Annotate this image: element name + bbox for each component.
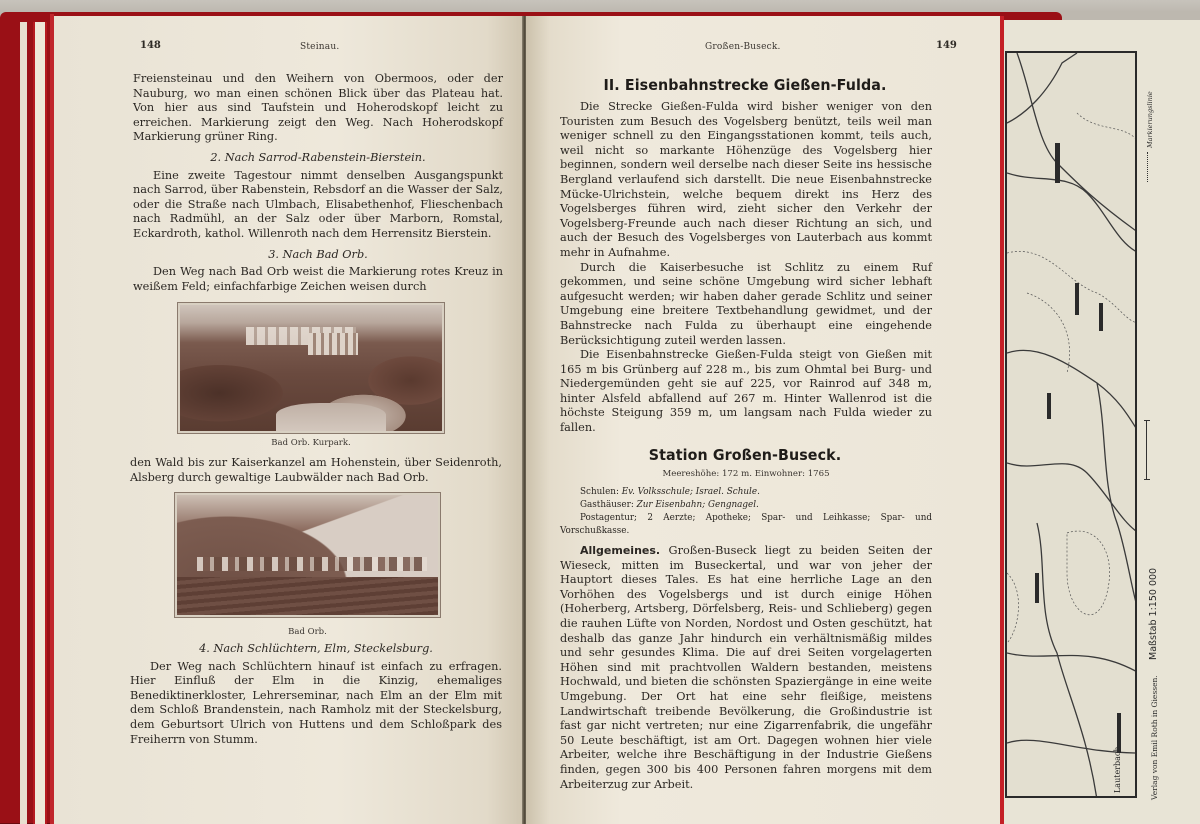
- route-2-heading: 2. Nach Sarrod-Rabenstein-Bierstein.: [210, 150, 426, 164]
- right-text-block-1: [560, 100, 932, 436]
- map-contour: [1077, 113, 1137, 143]
- left-text-block-3: [130, 642, 502, 747]
- inns-line: [560, 499, 932, 512]
- route-2-text: Eine zweite Tagestour nimmt denselben Ausgangspunkt nach Sarrod, über Rabenstein, Rebsdorf an die Wasser der Salz, oder die Straße nach Ulmbach, Elisabethenhof, Flieschenbach nach Radmühl, an der Salz oder über Marborn, Romstal, Eckardroth, kathol. Willenroth nach dem Herrensitz Bierstein.: [133, 168, 503, 240]
- map-road: [1007, 350, 1137, 433]
- section-paragraph-3: Die Eisenbahnstrecke Gießen-Fulda steigt von Gießen mit 165 m bis Grünberg auf 228 m., bis zum Ohmtal bei Burg- und Niedergemünden geht sie auf 225, vor Rainrod auf 348 m, hinter Alsfeld abfallend auf 267 m. Hinter Wallenrod ist die höchste Steigung 359 m, um langsam nach Fulda wieder zu fallen.: [560, 348, 932, 435]
- section-paragraph-1: Die Strecke Gießen-Fulda wird bisher weniger von den Touristen zum Besuch des Vogelsberg benützt, teils weil man weniger schnell zu den Eingangsstationen kommt, teils auch, weil nicht so markante Höhenzüge des Vogelsberg hier beginnen, sondern weil derselbe nach dieser Seite ins hessische Bergland verlaufend sich darstellt. Die neue Eisenbahnstrecke Mücke-Ulrichstein, welche bequem direkt ins Herz des Vogelsberges führen wird, zieht sicher den Verkehr der Vogelsberg-Freunde auch nach dieser Richtung an sich, und auch der Besuch des Vogelsberges von Lauterbach aus kommt mehr in Aufnahme.: [560, 100, 932, 259]
- right-text-block-2: [560, 544, 932, 792]
- map-contour: [1067, 531, 1110, 615]
- post-value: 2 Aerzte; Apotheke; Spar- und Leihkasse; Spar- und Vorschußkasse.: [560, 513, 932, 536]
- station-title: Station Großen-Buseck.: [648, 446, 842, 464]
- map-legend-line: [1147, 152, 1148, 182]
- photo-building: [308, 333, 358, 355]
- map-town: [1055, 143, 1060, 183]
- map-road: [1007, 173, 1137, 253]
- section-paragraph-2: Durch die Kaiserbesuche ist Schlitz zu einem Ruf gekommen, und seine schöne Umgebung wird sicher lebhaft aufgesucht werden; wir haben daher gerade Schlitz und seiner Umgebung eine breitere Textbehandlung gewidmet, und der Bahnstrecke nach Fulda zu überhaupt eine eingehende Berücksichtigung zuteil werden lassen.: [560, 260, 932, 347]
- photo-pond: [276, 403, 386, 433]
- right-running-head: Großen-Buseck.: [705, 42, 781, 52]
- station-meta: Meereshöhe: 172 m. Einwohner: 1765: [662, 469, 830, 479]
- map-road: [1007, 53, 1077, 123]
- general-text: Großen-Buseck liegt zu beiden Seiten der Wieseck, mitten im Buseckertal, und war von jeher der Hauptort dieses Tales. Es hat eine herrliche Lage an den Vorhöhen des Vogelsbergs und ist durch einige Höhen (Hoherberg, Artsberg, Dörfelsberg, Reis- und Schlieberg) gegen die rauhen Lüfte von Norden, Nordost und Osten geschützt, hat deshalb das ganze Jahr hindurch ein verhältnismäßig mildes und sehr gesundes Klima. Die auf drei Seiten vorgelagerten Höhen sind mit prachtvollen Waldern bestanden, meistens Hochwald, und bieten die schönsten Spaziergänge in eine weite Umgebung. Der Ort hat eine sehr fleißige, meistens Landwirtschaft treibende Bevölkerung, die Großindustrie ist fast gar nicht vertreten; nur eine Zigarrenfabrik, die ungefähr 50 Leute beschäftigt, ist am Ort. Dagegen wohnen hier viele Arbeiter, welche ihre Beschäftigung in der Industrie Gießens finden, gegen 300 bis 400 Personen fahren morgens mit dem Arbeiterzug zur Arbeit.: [560, 544, 932, 791]
- route-3-text-continued: den Wald bis zur Kaiserkanzel am Hohenstein, über Seidenroth, Alsberg durch gewaltige Laubwälder nach Bad Orb.: [130, 456, 502, 484]
- map-town: [1075, 283, 1079, 315]
- station-facts: [560, 486, 932, 538]
- left-page-number: 148: [140, 40, 161, 51]
- inns-label: Gasthäuser:: [580, 500, 634, 510]
- photo-1-caption: Bad Orb. Kurpark.: [271, 438, 351, 448]
- map-contour: [1027, 293, 1070, 373]
- map-legend-label: Markierungslinie: [1146, 91, 1154, 148]
- photo-village: [197, 557, 427, 571]
- map-town: [1099, 303, 1103, 331]
- map-drawing: [1007, 53, 1137, 798]
- foldout-map: [1005, 51, 1137, 798]
- route-3-text: Den Weg nach Bad Orb weist die Markierung rotes Kreuz in weißem Feld; einfachfarbige Zeichen weisen durch: [133, 265, 503, 293]
- photo-bad-orb-kurpark: [178, 303, 444, 433]
- photo-bad-orb: [175, 493, 440, 617]
- map-town: [1035, 573, 1039, 603]
- schools-line: [560, 486, 932, 499]
- left-running-head: Steinau.: [300, 42, 340, 52]
- map-road: [1007, 653, 1137, 673]
- route-4-heading: 4. Nach Schlüchtern, Elm, Steckelsburg.: [199, 642, 433, 655]
- general-label: Allgemeines.: [580, 544, 661, 557]
- schools-value: Ev. Volksschule; Israel. Schule.: [621, 487, 760, 497]
- map-contour: [1007, 251, 1137, 323]
- map-publisher-label: Verlag von Emil Roth in Giessen.: [1150, 675, 1159, 800]
- map-scale-bar: [1146, 420, 1149, 480]
- inns-value: Zur Eisenbahn; Gengnagel.: [636, 500, 759, 510]
- section-title: II. Eisenbahnstrecke Gießen-Fulda.: [603, 76, 887, 94]
- left-text-block-2: [130, 456, 502, 485]
- intro-paragraph: Freiensteinau und den Weihern von Obermoos, oder der Nauburg, wo man einen schönen Blick über das Plateau hat. Von hier aus sind Taufstein und Hoherodskopf leicht zu erreichen. Markierung zeigt den Weg. Nach Hoherodskopf Markierung grüner Ring.: [133, 72, 503, 144]
- map-contour: [1007, 573, 1019, 643]
- post-label: Postagentur;: [580, 513, 638, 523]
- schools-label: Schulen:: [580, 487, 619, 497]
- photo-field: [177, 577, 440, 617]
- photo-2-caption: Bad Orb.: [288, 627, 327, 637]
- post-line: [560, 512, 932, 538]
- photo-hill: [175, 505, 367, 585]
- route-4-text: Der Weg nach Schlüchtern hinauf ist einfach zu erfragen. Hier Einfluß der Elm in die Kinzig, ehemaliges Benediktinerkloster, Lehrerseminar, nach Elm an der Elm mit dem Schloß Brandenstein, nach Ramholz mit der Steckelsburg, dem Geburtsort Ulrich von Huttens und dem Schloßpark des Freiherrn von Stumm.: [130, 659, 502, 746]
- left-text-block-1: [133, 72, 503, 294]
- map-place-label: Lauterbach: [1113, 746, 1122, 793]
- right-page-number: 149: [936, 40, 957, 51]
- map-road: [1017, 53, 1137, 233]
- map-road: [1097, 383, 1137, 613]
- page-edge: [33, 22, 47, 824]
- page-edge: [20, 22, 27, 824]
- route-3-heading: 3. Nach Bad Orb.: [268, 247, 368, 261]
- map-town: [1047, 393, 1051, 419]
- map-scale-label: Maßstab 1:150 000: [1148, 567, 1159, 660]
